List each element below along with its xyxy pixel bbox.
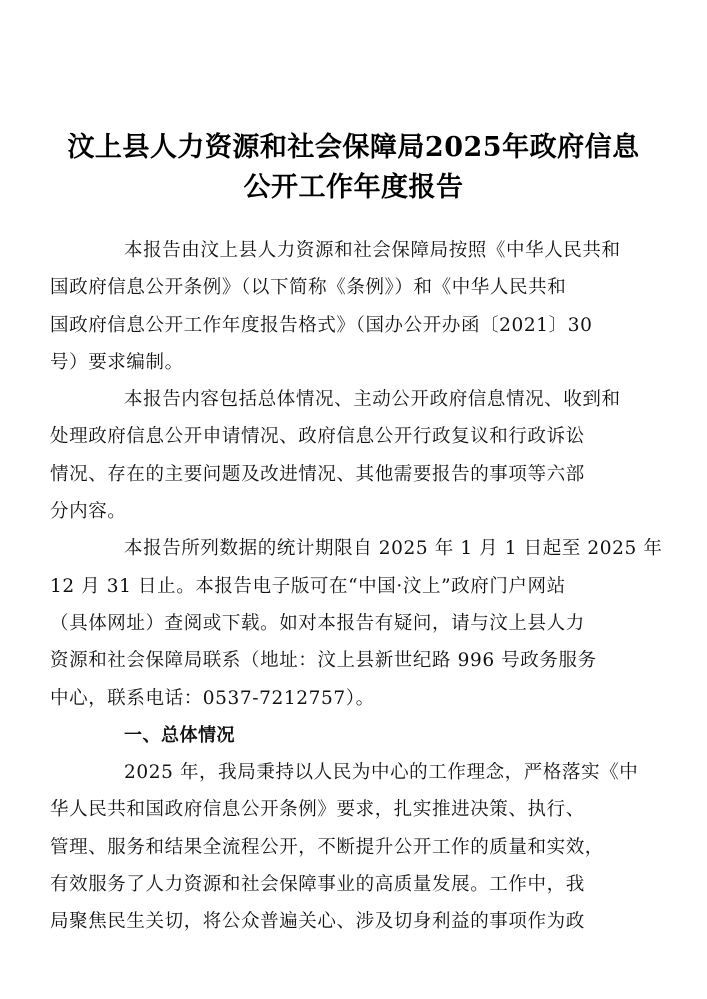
section-overview-paragraph: [50, 754, 639, 940]
paragraph-line: 分内容。: [50, 501, 127, 523]
paragraph-line: 情况、存在的主要问题及改进情况、其他需要报告的事项等六部: [50, 463, 585, 485]
paragraph-line: 本报告由汶上县人力资源和社会保障局按照《中华人民共和: [124, 240, 621, 261]
paragraph-line: 华人民共和国政府信息公开条例》要求，扎实推进决策、执行、: [50, 799, 585, 821]
paragraph-line: 国政府信息公开工作年度报告格式》（国办公开办函〔2021〕30: [50, 314, 593, 336]
paragraph-line: 中心，联系电话：0537-7212757）。: [50, 687, 375, 709]
intro-paragraph-contents: [50, 381, 635, 530]
report-title-line-2: 公开工作年度报告: [243, 172, 464, 203]
paragraph-line: （具体网址）查阅或下载。如对本报告有疑问，请与汶上县人力: [50, 612, 585, 634]
paragraph-line: 2025 年，我局秉持以人民为中心的工作理念，严格落实《中: [124, 762, 639, 784]
paragraph-line: 本报告所列数据的统计期限自 2025 年 1 月 1 日起至 2025 年: [124, 538, 663, 560]
report-body: [50, 232, 663, 941]
intro-paragraph-basis: [50, 232, 635, 381]
section-heading-overview: 一、总体情况: [124, 724, 235, 746]
paragraph-line: 处理政府信息公开申请情况、政府信息公开行政复议和行政诉讼: [50, 426, 585, 448]
paragraph-line: 局聚焦民生关切，将公众普遍关心、涉及切身利益的事项作为政: [50, 911, 585, 933]
report-title-line-1: 汶上县人力资源和社会保障局2025年政府信息: [67, 132, 640, 163]
paragraph-line: 号）要求编制。: [50, 351, 184, 373]
paragraph-line: 12 月 31 日止。本报告电子版可在“中国·汶上”政府门户网站: [50, 575, 566, 597]
paragraph-line: 本报告内容包括总体情况、主动公开政府信息情况、收到和: [124, 389, 621, 411]
paragraph-line: 国政府信息公开条例》（以下简称《条例》）和《中华人民共和: [50, 277, 567, 299]
paragraph-line: 有效服务了人力资源和社会保障事业的高质量发展。工作中，我: [50, 874, 585, 896]
intro-paragraph-period-contact: [50, 530, 663, 716]
paragraph-line: 管理、服务和结果全流程公开，不断提升公开工作的质量和实效，: [50, 836, 604, 858]
paragraph-line: 资源和社会保障局联系（地址：汶上县新世纪路 996 号政务服务: [50, 650, 597, 672]
